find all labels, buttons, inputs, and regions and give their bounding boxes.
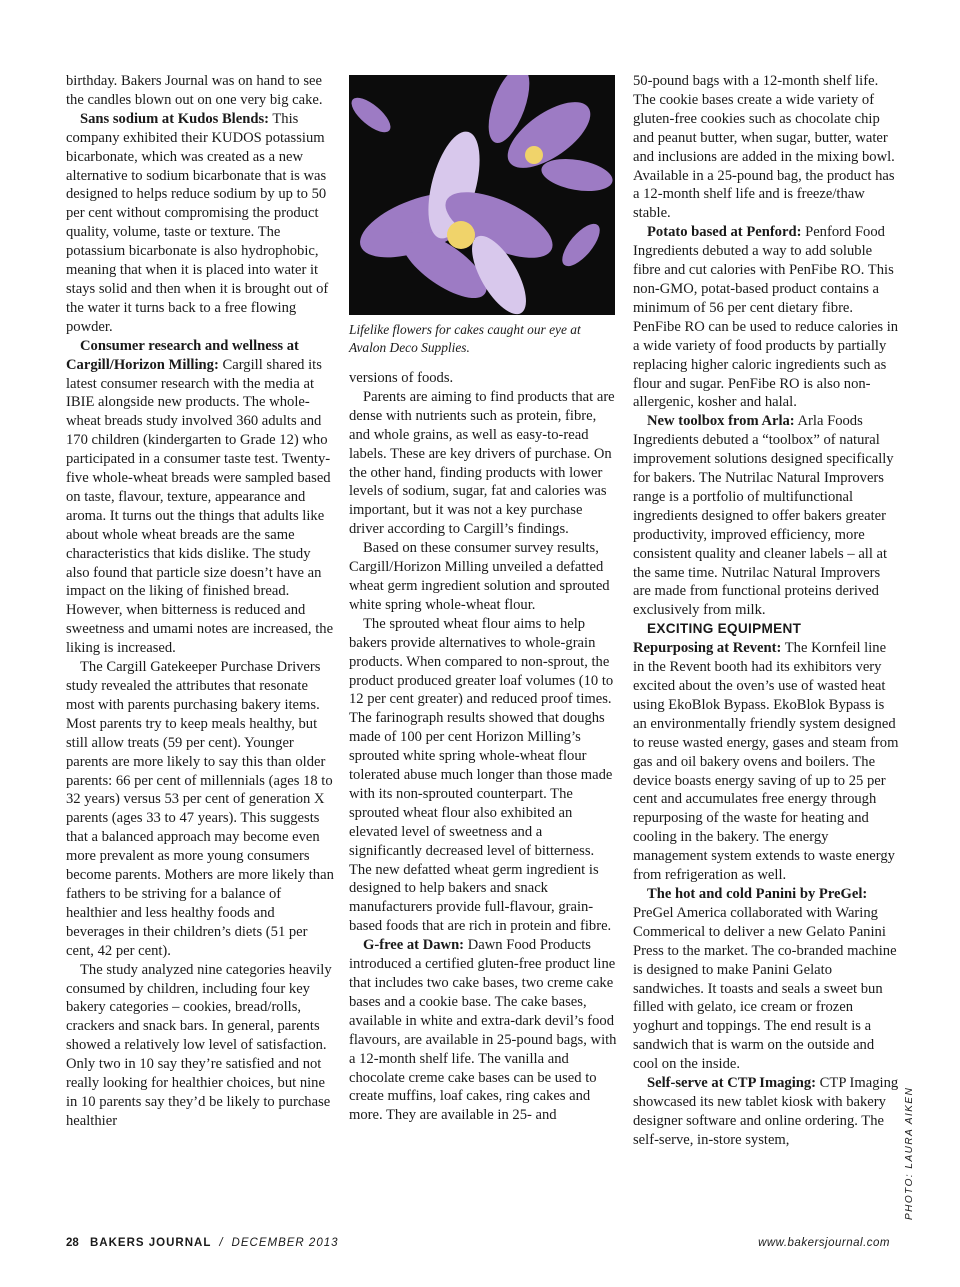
- page-footer: [66, 1237, 890, 1249]
- footer-left: [66, 1237, 347, 1249]
- paragraph-text: The study analyzed nine categories heavily consumed by children, including four key bakery categories – cookies, bread/rolls, crackers and snack bars. In general, parents showed a relatively low level of satisfaction. Only two in 10 say they’re satisfied and not really looking for healthier choices, but nine in 10 parents say they’d be likely to purchase healthier: [66, 961, 332, 1129]
- paragraph-text: Arla Foods Ingredients debuted a “toolbox” of natural improvement solutions designed specifically for bakers. The Nutrilac Natural Improvers range is a portfolio of multifunctional ingredients designed to offer bakers greater productivity, improved efficiency, more consistent quality and cleaner labels – all at the same time. Nutrilac Natural Improvers are made from functional proteins derived exclusively from milk.: [633, 413, 894, 619]
- footer-separator: /: [219, 1237, 224, 1249]
- flower-center: [525, 146, 543, 164]
- paragraph-lead: Self-serve at CTP Imaging:: [647, 1075, 817, 1092]
- paragraph-text: Cargill shared its latest consumer research with the media at IBIE alongside new products. The whole-wheat breads study involved 360 adults and 170 children (kindergarten to Grade 12) who participated in a consumer taste test. Twenty-five whole-wheat breads were sampled based on taste, flavour, texture, appearance and aroma. It turns out the things that adults like about whole wheat breads are the same characteristics that kids dislike. The study also found that particle size doesn’t have an impact on the liking of finished bread. However, when bitterness is reduced and sweetness and umami notes are increased, the liking is increased.: [66, 356, 334, 657]
- paragraph: [349, 539, 617, 615]
- flower-center: [447, 221, 475, 249]
- paragraph-lead: G-free at Dawn:: [363, 937, 465, 954]
- paragraph-lead: Consumer research and wellness at Cargill/Horizon Milling:: [66, 337, 299, 373]
- paragraph-lead: New toolbox from Arla:: [647, 413, 795, 430]
- paragraph-text: The Cargill Gatekeeper Purchase Drivers study revealed the attributes that resonate most with parents purchasing bakery items. Most parents try to keep meals healthy, but still allow treats (59 per cent). Younger parents are more likely to say this than older parents: 66 per cent of millennials (ages 18 to 32 years) versus 53 per cent of generation X parents (ages 33 to 47 years). This suggests that a balanced approach may become even more prevalent as more young consumers become parents. Mothers are more likely than fathers to be striving for a balance of healthier and less healthy foods and beverages in their children’s diets (51 per cent, 42 per cent).: [66, 659, 334, 959]
- article-column-2: [349, 75, 617, 1125]
- paragraph-lead: Sans sodium at Kudos Blends:: [80, 110, 269, 127]
- paragraph-text: The sprouted wheat flour aims to help bakers provide alternatives to whole-grain products. When compared to non-sprout, the product produced greater loaf volumes (10 to 12 per cent greater) and reduced proof times. The farinograph results showed that doughs made of 100 per cent Horizon Milling’s sprouted white spring whole-wheat flour tolerated abuse much longer than those made with its non-sprouted counterpart. The sprouted wheat flour also exhibited an elevated level of sweetness and a significantly decreased level of bitterness. The new defatted wheat germ ingredient is designed to help bakers and snack manufacturers provide full-flavour, grain-based foods that are rich in protein and fibre.: [349, 615, 614, 935]
- article-column-3: [633, 72, 901, 1150]
- magazine-name: BAKERS JOURNAL: [90, 1237, 212, 1249]
- paragraph-text: Penford Food Ingredients debuted a way to add soluble fibre and cut calories with PenFibe RO. This non-GMO, potat-based product contains a minimum of 56 per cent dietary fibre. PenFibe RO can be used to reduce calories in a wide variety of food products by partially replacing higher caloric ingredients such as flour and sugar. PenFibe RO is also non-allergenic, kosher and halal.: [633, 224, 899, 411]
- paragraph-text: Parents are aiming to find products that are dense with nutrients such as protein, fibre, and whole grains, as well as easy-to-read labels. These are key drivers of purchase. On the other hand, finding products with lower levels of sodium, sugar, fat and calories was important, but it was not a key purchase driver according to Cargill’s findings.: [349, 388, 615, 538]
- paragraph-text: This company exhibited their KUDOS potassium bicarbonate, which was created as a new alternative to sodium bicarbonate that is was designed to helps reduce sodium by up to 50 per cent without compromising the product quality, volume, taste or texture. The potassium bicarbonate is also hydrophobic, meaning that when it is placed into water it stays solid and then when it is brought out of the water it turns back to a free flowing powder.: [66, 110, 329, 335]
- paragraph-text: CTP Imaging showcased its new tablet kiosk with bakery designer software and online ordering. The self-serve, in-store system,: [633, 1075, 899, 1148]
- paragraph: [66, 337, 334, 658]
- paragraph-lead: The hot and cold Panini by PreGel:: [647, 885, 868, 902]
- paragraph: [633, 223, 901, 412]
- paragraph: [66, 961, 334, 1131]
- flower-photo: [349, 75, 615, 315]
- paragraph: [66, 72, 334, 110]
- paragraph: [633, 639, 901, 885]
- paragraph-text: versions of foods.: [349, 370, 454, 386]
- paragraph-lead: Potato based at Penford:: [647, 224, 802, 241]
- paragraph: [349, 369, 617, 388]
- article-column-1: [66, 72, 334, 1131]
- paragraph: [349, 615, 617, 936]
- paragraph: [66, 110, 334, 337]
- website-link[interactable]: www.bakersjournal.com: [758, 1237, 890, 1249]
- paragraph: [349, 388, 617, 539]
- page-number: 28: [66, 1237, 79, 1249]
- paragraph: [349, 936, 617, 1125]
- paragraph-lead: Repurposing at Revent:: [633, 640, 782, 657]
- paragraph: [66, 658, 334, 961]
- paragraph-text: The Kornfeil line in the Revent booth had its exhibitors very excited about the oven’s use of wasted heat using EkoBlok Bypass. EkoBlok Bypass is an environmentally friendly system designed to reuse wasted energy, gases and steam from gas and oil bakery ovens and boilers. The device boasts energy saving of up to 25 per cent and accumulates free energy through repurposing of the waste for heating and cooling in the bakery. The energy management system extends to waste energy from refrigeration as well.: [633, 640, 899, 884]
- paragraph-text: birthday. Bakers Journal was on hand to see the candles blown out on one very big cake.: [66, 73, 323, 108]
- section-subhead: EXCITING EQUIPMENT: [647, 621, 802, 637]
- paragraph-text: PreGel America collaborated with Waring Commerical to deliver a new Gelato Panini Press to the market. The co-branded machine is designed to make Panini Gelato sandwiches. It toasts and seals a sweet bun filled with gelato, ice cream or frozen yoghurt and toppings. The end result is a sandwich that is warm on the outside and cool on the inside.: [633, 904, 897, 1073]
- issue-date: DECEMBER 2013: [231, 1237, 339, 1249]
- paragraph-text: 50-pound bags with a 12-month shelf life. The cookie bases create a wide variety of gluten-free cookies such as chocolate chip and peanut butter, when sugar, butter, water and inclusions are added in the mixing bowl. Available in a 25-pound bag, the product has a 12-month shelf life and is freeze/thaw stable.: [633, 73, 895, 222]
- paragraph: [633, 885, 901, 1074]
- flower-illustration: [349, 75, 615, 315]
- paragraph-text: Based on these consumer survey results, Cargill/Horizon Milling unveiled a defatted wheat germ ingredient solution and sprouted white spring whole-wheat flour.: [349, 540, 610, 613]
- paragraph: [633, 72, 901, 223]
- paragraph: [633, 1074, 901, 1150]
- photo-caption: Lifelike flowers for cakes caught our eye at Avalon Deco Supplies.: [349, 322, 581, 355]
- paragraph: [633, 412, 901, 620]
- photo-credit: PHOTO: LAURA AIKEN: [904, 1086, 915, 1220]
- paragraph-text: Dawn Food Products introduced a certified gluten-free product line that includes two cake bases, two creme cake bases and a cookie base. The cake bases, available in white and extra-dark devil’s food flavours, are available in 25-pound bags, with a 12-month shelf life. The vanilla and chocolate creme cake bases can be used to create muffins, loaf cakes, ring cakes and more. They are available in 25- and: [349, 937, 617, 1124]
